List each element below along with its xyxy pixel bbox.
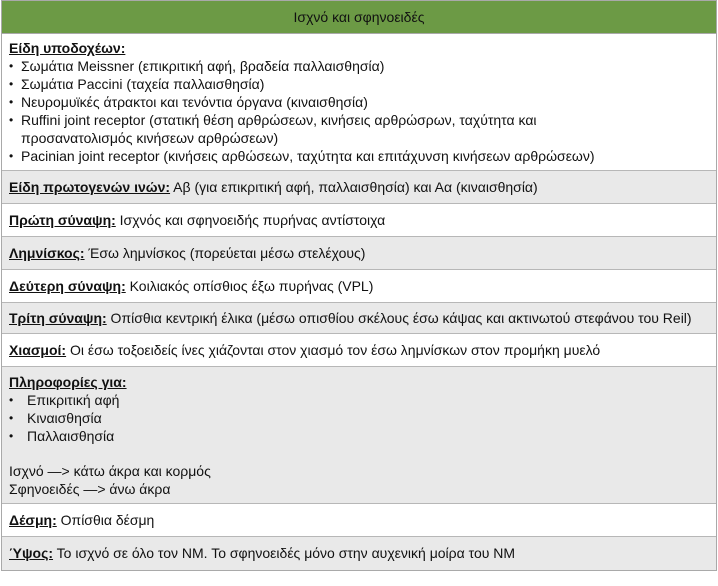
table-title: Ισχνό και σφηνοειδές: [293, 9, 425, 25]
receptor-item-text: Σωμάτια Meissner (επικριτική αφή, βραδεία παλλαισθησία): [21, 58, 385, 74]
list-item: [9, 57, 709, 75]
list-item: [9, 93, 709, 111]
information-item-text: Παλλαισθησία: [27, 428, 115, 444]
row-third-synapse: [2, 303, 716, 334]
third-synapse-label: Τρίτη σύναψη:: [9, 310, 107, 326]
decussation-text: Οι έσω τοξοειδείς ίνες χιάζονται στον χιασμό τον έσω λημνίσκων στον προμήκη μυελό: [66, 342, 601, 358]
row-lemniscus: [2, 237, 716, 270]
receptor-list: [9, 57, 709, 165]
receptor-item-text: Pacinian joint receptor (κινήσεις αρθώσεων, ταχύτητα και επιτάχυνση κινήσεων αρθρώσεων): [21, 148, 595, 164]
list-item: [9, 409, 709, 427]
row-fiber-types: [2, 171, 716, 204]
row-information: [2, 367, 716, 504]
bullet-icon: •: [9, 149, 14, 163]
lemniscus-text: Έσω λημνίσκος (πορεύεται μέσω στελέχους): [84, 245, 366, 261]
information-item-text: Κιναισθησία: [27, 410, 102, 426]
first-synapse-text: Ισχνός και σφηνοειδής πυρήνας αντίστοιχα: [115, 212, 386, 228]
level-text: Το ισχνό σε όλο τον ΝΜ. Το σφηνοειδές μόνο στην αυχενική μοίρα του ΝΜ: [53, 545, 516, 561]
row-decussation: [2, 334, 716, 367]
list-item: [9, 75, 709, 93]
row-first-synapse: [2, 204, 716, 237]
information-line-gracile: Ισχνό —> κάτω άκρα και κορμός: [9, 463, 211, 479]
list-item: [9, 427, 709, 445]
table-header: [2, 1, 716, 34]
information-label: Πληροφορίες για:: [9, 374, 127, 390]
bullet-icon: •: [9, 77, 14, 91]
spacer: [9, 445, 709, 462]
decussation-label: Χιασμοί:: [9, 342, 67, 358]
bundle-label: Δέσμη:: [9, 512, 57, 528]
lemniscus-label: Λημνίσκος:: [9, 245, 85, 261]
receptor-item-text: Σωμάτια Paccini (ταχεία παλλαισθησία): [21, 76, 265, 92]
first-synapse-label: Πρώτη σύναψη:: [9, 212, 116, 228]
bullet-icon: •: [9, 95, 14, 109]
bullet-icon: •: [9, 429, 14, 443]
list-item: [9, 391, 709, 409]
second-synapse-label: Δεύτερη σύναψη:: [9, 278, 126, 294]
information-item-text: Επικριτική αφή: [27, 392, 120, 408]
row-bundle: [2, 504, 716, 537]
bundle-text: Οπίσθια δέσμη: [56, 512, 155, 528]
row-receptor-types: [2, 34, 716, 171]
list-item: [9, 111, 709, 147]
third-synapse-text: Οπίσθια κεντρική έλικα (μέσω οπισθίου σκέλους έσω κάψας και ακτινωτού στεφάνου του Reil): [106, 310, 692, 326]
bullet-icon: •: [9, 393, 14, 407]
list-item: [9, 147, 709, 165]
receptor-item-text: Νευρομυϊκές άτρακτοι και τενόντια όργανα (κιναισθησία): [21, 94, 368, 110]
information-line-cuneate: Σφηνοειδές —> άνω άκρα: [9, 481, 171, 497]
row-level: [2, 537, 716, 570]
second-synapse-text: Κοιλιακός οπίσθιος έξω πυρήνας (VPL): [125, 278, 374, 294]
level-label: Ύψος:: [9, 545, 54, 561]
bullet-icon: •: [9, 59, 14, 73]
receptor-item-text: Ruffini joint receptor (στατική θέση αρθρώσεων, κινήσεις αρθρώσρων, ταχύτητα και προσανατολισμός κινήσεων αρθρώσεων): [21, 112, 537, 146]
information-list: [9, 391, 709, 445]
fiber-types-text: Αβ (για επικριτική αφή, παλλαισθησία) και Αα (κιναισθησία): [170, 179, 538, 195]
bullet-icon: •: [9, 411, 14, 425]
row-second-synapse: [2, 270, 716, 303]
fiber-types-label: Είδη πρωτογενών ινών:: [9, 179, 171, 195]
info-table: [1, 0, 717, 571]
bullet-icon: •: [9, 113, 14, 127]
receptor-types-label: Είδη υποδοχέων:: [9, 40, 126, 56]
